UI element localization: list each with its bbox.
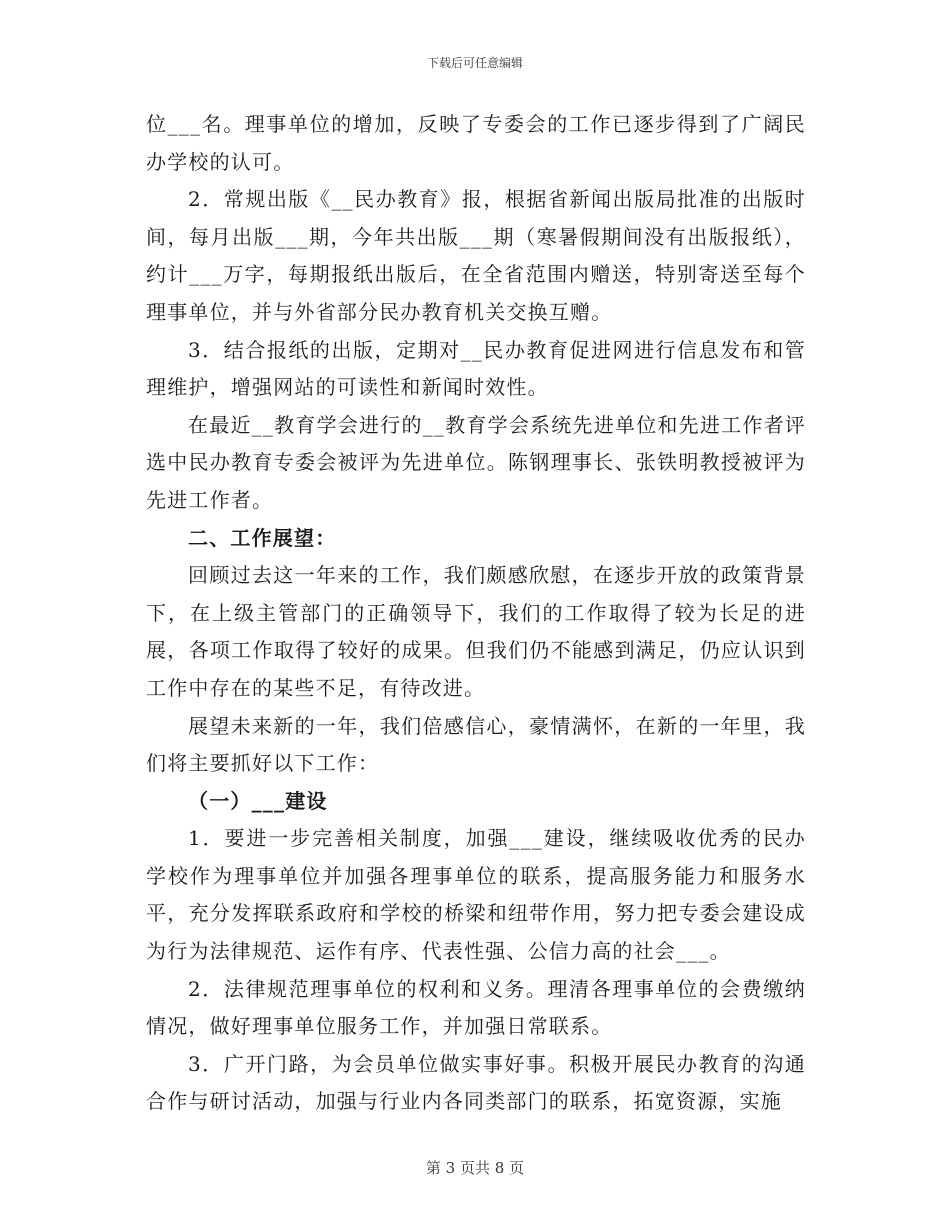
- paragraph-review: 回顾过去这一年来的工作，我们颇感欣慰，在逐步开放的政策背景下，在上级主管部门的正确领导下，我们的工作取得了较为长足的进展，各项工作取得了较好的成果。但我们仍不能感到满足，仍应认识到工作中存在的某些不足，有待改进。: [146, 563, 806, 700]
- paragraph-plan-3: 3．广开门路，为会员单位做实事好事。积极开展民办教育的沟通合作与研讨活动，加强与行业内各同类部门的联系，拓宽资源，实施: [146, 1051, 806, 1114]
- paragraph-outlook: 展望未来新的一年，我们倍感信心，豪情满怀，在新的一年里，我们将主要抓好以下工作：: [146, 713, 806, 776]
- paragraph-award: 在最近__教育学会进行的__教育学会系统先进单位和先进工作者评选中民办教育专委会被评为先进单位。陈钢理事长、张铁明教授被评为先进工作者。: [146, 412, 806, 512]
- paragraph-item-2: 2．常规出版《__民办教育》报，根据省新闻出版局批准的出版时间，每月出版___期，今年共出版___期（寒暑假期间没有出版报纸），约计___万字，每期报纸出版后，在全省范围内赠送，特别寄送至每个理事单位，并与外省部分民办教育机关交换互赠。: [146, 187, 806, 324]
- paragraph-continuation: 位___名。理事单位的增加，反映了专委会的工作已逐步得到了广阔民办学校的认可。: [146, 112, 806, 174]
- section-heading-outlook: 二、工作展望：: [188, 525, 337, 550]
- page-header: 下载后可任意编辑: [426, 56, 523, 70]
- page-footer: 第 3 页共 8 页: [425, 1159, 525, 1177]
- subsection-heading-construction: （一）___建设: [188, 788, 328, 813]
- paragraph-plan-2: 2．法律规范理事单位的权利和义务。理清各理事单位的会费缴纳情况，做好理事单位服务工作，并加强日常联系。: [146, 976, 806, 1039]
- document-body: [146, 106, 806, 1121]
- paragraph-item-3: 3．结合报纸的出版，定期对__民办教育促进网进行信息发布和管理维护，增强网站的可读性和新闻时效性。: [146, 337, 806, 400]
- paragraph-plan-1: 1．要进一步完善相关制度，加强___建设，继续吸收优秀的民办学校作为理事单位并加强各理事单位的联系，提高服务能力和服务水平，充分发挥联系政府和学校的桥梁和纽带作用，努力把专委会建设成为行为法律规范、运作有序、代表性强、公信力高的社会___。: [146, 826, 806, 964]
